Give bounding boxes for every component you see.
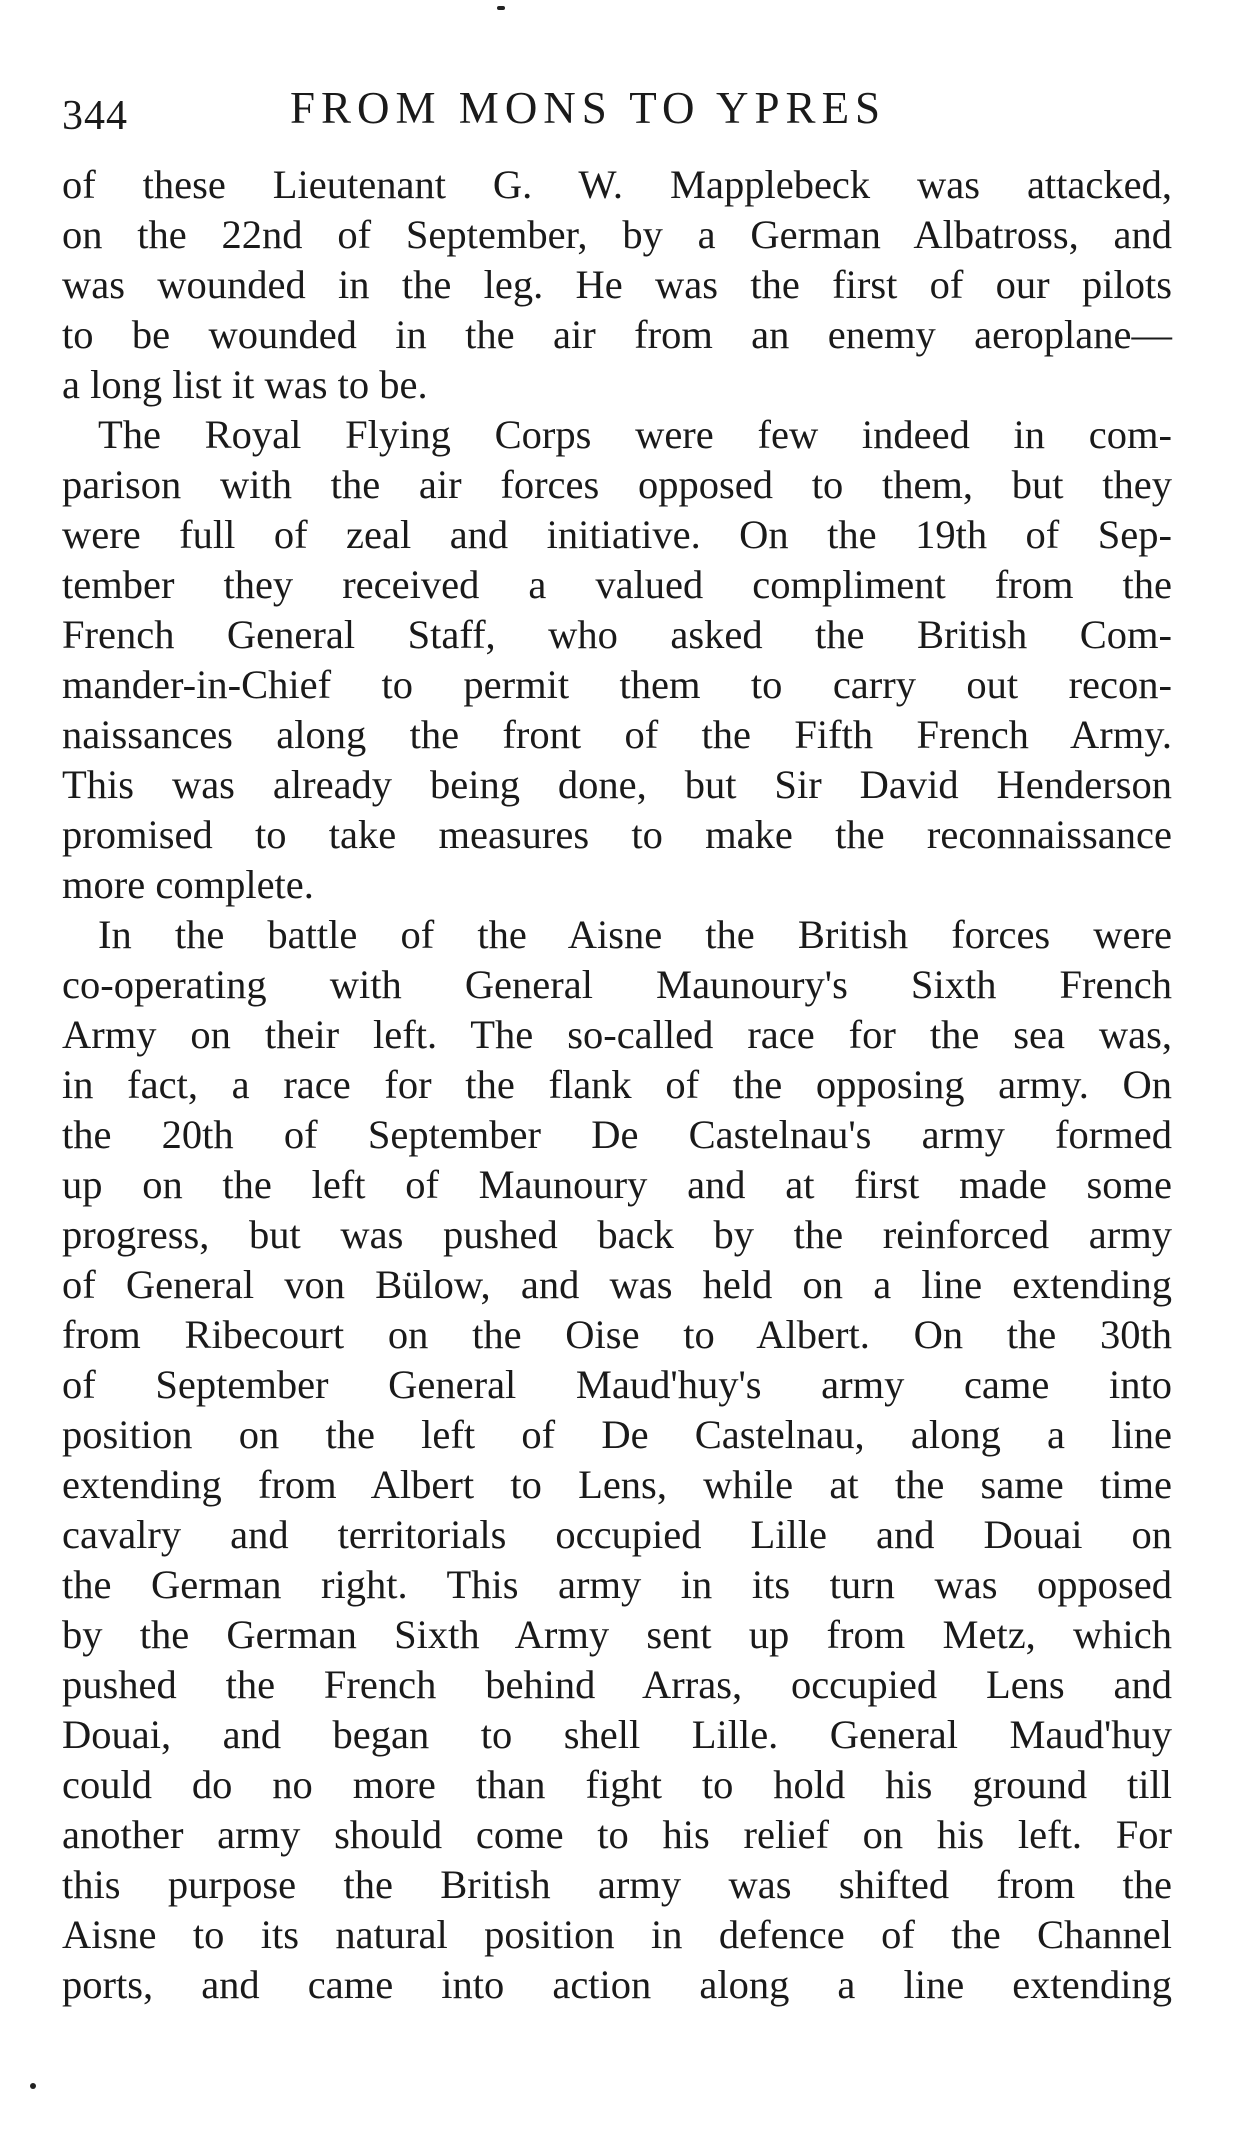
paragraph	[62, 410, 1172, 910]
paragraph	[62, 910, 1172, 2010]
text-line: up on the left of Maunoury and at first made some	[62, 1162, 1172, 1207]
text-line: could do no more than fight to hold his ground till	[62, 1762, 1172, 1807]
text-line: this purpose the British army was shifted from the	[62, 1862, 1172, 1907]
text-line: cavalry and territorials occupied Lille and Douai on	[62, 1512, 1172, 1557]
text-line: to be wounded in the air from an enemy aeroplane—	[62, 312, 1172, 357]
text-line: by the German Sixth Army sent up from Metz, which	[62, 1612, 1172, 1657]
text-line: was wounded in the leg. He was the first of our pilots	[62, 262, 1172, 307]
text-line: progress, but was pushed back by the reinforced army	[62, 1212, 1172, 1257]
text-line: of September General Maud'huy's army came into	[62, 1362, 1172, 1407]
page-number: 344	[62, 93, 128, 139]
text-line: Aisne to its natural position in defence of the Channel	[62, 1912, 1172, 1957]
speck-mark	[30, 2083, 36, 2089]
text-line: were full of zeal and initiative. On the 19th of Sep-	[62, 512, 1172, 557]
text-line: position on the left of De Castelnau, along a line	[62, 1412, 1172, 1457]
text-line: the 20th of September De Castelnau's army formed	[62, 1112, 1172, 1157]
text-line: of these Lieutenant G. W. Mapplebeck was attacked,	[62, 162, 1172, 207]
text-line: Douai, and began to shell Lille. General Maud'huy	[62, 1712, 1172, 1757]
text-line: In the battle of the Aisne the British forces were	[98, 912, 1172, 957]
text-line: This was already being done, but Sir David Henderson	[62, 762, 1172, 807]
text-line: French General Staff, who asked the British Com-	[62, 612, 1172, 657]
text-line: from Ribecourt on the Oise to Albert. On the 30th	[62, 1312, 1172, 1357]
text-line: extending from Albert to Lens, while at the same time	[62, 1462, 1172, 1507]
text-line: naissances along the front of the Fifth French Army.	[62, 712, 1172, 757]
text-line: co-operating with General Maunoury's Sixth French	[62, 962, 1172, 1007]
text-line: ports, and came into action along a line extending	[62, 1962, 1172, 2007]
text-line: more complete.	[62, 862, 314, 907]
text-line: in fact, a race for the flank of the opposing army. On	[62, 1062, 1172, 1107]
text-line: another army should come to his relief on his left. For	[62, 1812, 1172, 1857]
text-line: the German right. This army in its turn was opposed	[62, 1562, 1172, 1607]
running-head	[62, 78, 1172, 138]
text-line: Army on their left. The so-called race for the sea was,	[62, 1012, 1172, 1057]
text-line: on the 22nd of September, by a German Albatross, and	[62, 212, 1172, 257]
text-line: parison with the air forces opposed to them, but they	[62, 462, 1172, 507]
text-line: of General von Bülow, and was held on a line extending	[62, 1262, 1172, 1307]
text-line: The Royal Flying Corps were few indeed in com-	[98, 412, 1172, 457]
text-line: promised to take measures to make the reconnaissance	[62, 812, 1172, 857]
text-line: a long list it was to be.	[62, 362, 428, 407]
text-line: mander-in-Chief to permit them to carry out recon-	[62, 662, 1172, 707]
text-line: pushed the French behind Arras, occupied Lens and	[62, 1662, 1172, 1707]
text-line: tember they received a valued compliment from the	[62, 562, 1172, 607]
paragraph	[62, 160, 1172, 410]
book-title: FROM MONS TO YPRES	[290, 83, 887, 133]
body-text	[62, 160, 1172, 2010]
speck-mark	[497, 6, 505, 10]
